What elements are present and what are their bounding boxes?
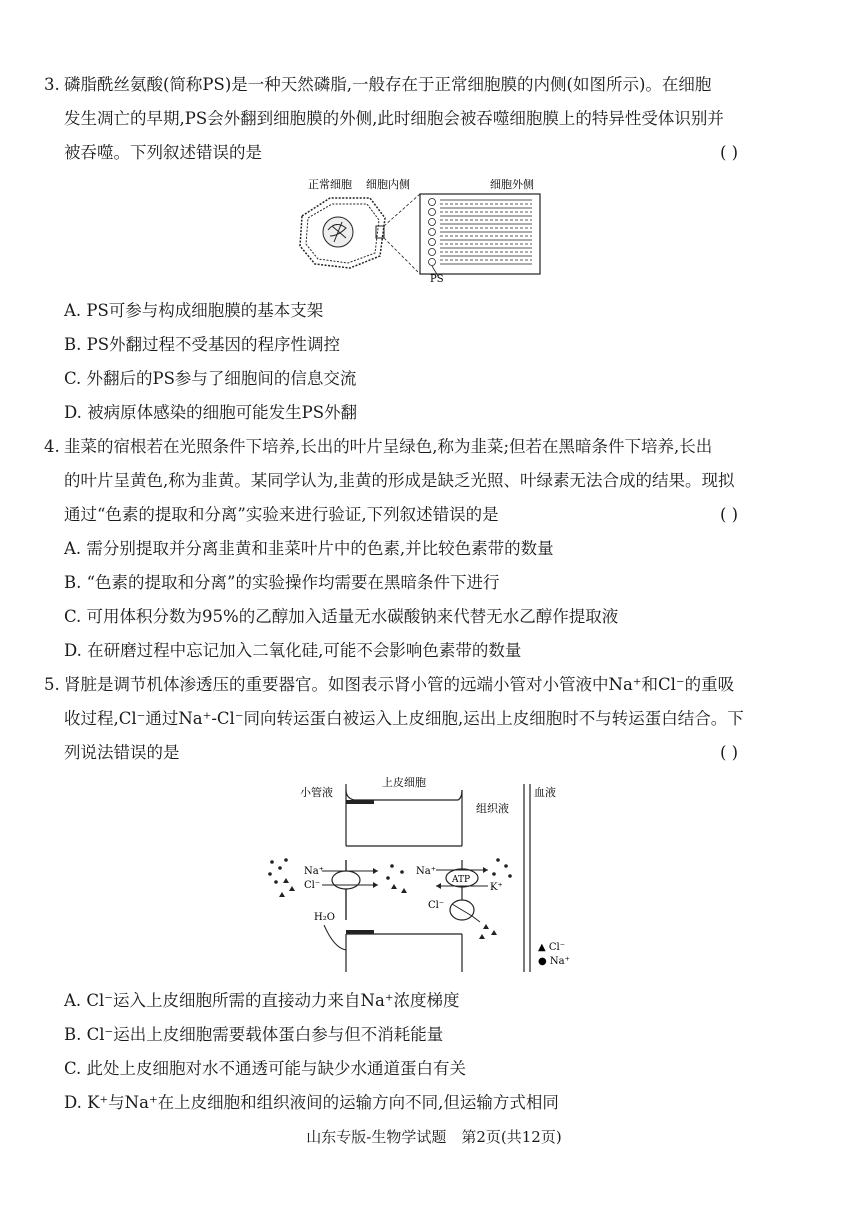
q5-fig-label-atp: ATP — [452, 875, 471, 885]
q5-legend-cl: ▲ Cl⁻ — [538, 942, 565, 953]
q5-fig-label-epithelial: 上皮细胞 — [382, 776, 426, 789]
q5-fig-label-k: K⁺ — [490, 882, 503, 893]
q3-stem-line-3: 被吞噬。下列叙述错误的是 — [64, 143, 262, 162]
q4-stem-line-2: 的叶片呈黄色,称为韭黄。某同学认为,韭黄的形成是缺乏光照、叶绿素无法合成的结果。现拟 — [64, 471, 735, 490]
q5-option-d[interactable]: D. K⁺与Na⁺在上皮细胞和组织液间的运输方向不同,但运输方式相同 — [64, 1093, 559, 1112]
q3-fig-label-ps: PS — [430, 274, 444, 284]
q4-option-d[interactable]: D. 在研磨过程中忘记加入二氧化硅,可能不会影响色素带的数量 — [64, 641, 522, 660]
na-cl-cotransporter — [332, 871, 360, 889]
q5-fig-label-cl-channel: Cl⁻ — [428, 900, 445, 911]
q5-fig-label-cl-lumen: Cl⁻ — [304, 880, 321, 891]
q5-stem-line-3: 列说法错误的是 — [64, 743, 180, 762]
q3-membrane-figure — [290, 176, 560, 284]
lumen-particles — [268, 858, 295, 897]
q3-number: 3. — [44, 75, 60, 94]
page-footer: 山东专版-生物学试题 第2页(共12页) — [306, 1128, 562, 1146]
q5-answer-paren: ( ) — [720, 743, 739, 762]
q3-option-c[interactable]: C. 外翻后的PS参与了细胞间的信息交流 — [64, 369, 357, 388]
q5-fig-label-lumen: 小管液 — [300, 786, 333, 799]
q3-fig-label-outer: 细胞外侧 — [490, 178, 534, 191]
q3-stem-line-2: 发生凋亡的早期,PS会外翻到细胞膜的外侧,此时细胞会被吞噬细胞膜上的特异性受体识别并 — [64, 109, 724, 128]
q3-answer-paren: ( ) — [720, 143, 739, 162]
q5-fig-label-blood: 血液 — [534, 786, 556, 799]
q3-fig-label-normal: 正常细胞 — [308, 178, 352, 191]
q5-fig-label-interstitial: 组织液 — [476, 802, 509, 815]
q5-option-b[interactable]: B. Cl⁻运出上皮细胞需要载体蛋白参与但不消耗能量 — [64, 1025, 444, 1044]
epithelial-cell-outline — [346, 784, 462, 972]
q5-legend-na: ● Na⁺ — [538, 956, 570, 967]
q5-fig-label-na-lumen: Na⁺ — [304, 866, 324, 877]
q5-fig-label-h2o: H₂O — [314, 912, 335, 923]
membrane-zoom-box — [420, 194, 540, 274]
q4-stem-line-1: 韭菜的宿根若在光照条件下培养,长出的叶片呈绿色,称为韭菜;但若在黑暗条件下培养,长出 — [64, 437, 713, 456]
q4-answer-paren: ( ) — [720, 505, 739, 524]
q4-number: 4. — [44, 437, 60, 456]
q3-fig-label-inner: 细胞内侧 — [366, 178, 410, 191]
q3-option-d[interactable]: D. 被病原体感染的细胞可能发生PS外翻 — [64, 403, 358, 422]
q4-option-b[interactable]: B. “色素的提取和分离”的实验操作均需要在黑暗条件下进行 — [64, 573, 500, 592]
q5-option-a[interactable]: A. Cl⁻运入上皮细胞所需的直接动力来自Na⁺浓度梯度 — [64, 991, 460, 1010]
q5-number: 5. — [44, 675, 60, 694]
q3-stem-line-1: 磷脂酰丝氨酸(简称PS)是一种天然磷脂,一般存在于正常细胞膜的内侧(如图所示)。在细胞 — [64, 75, 712, 94]
q5-fig-label-na-pump: Na⁺ — [416, 866, 436, 877]
q5-stem-line-1: 肾脏是调节机体渗透压的重要器官。如图表示肾小管的远端小管对小管液中Na⁺和Cl⁻的重吸 — [64, 675, 735, 694]
q4-option-a[interactable]: A. 需分别提取并分离韭黄和韭菜叶片中的色素,并比较色素带的数量 — [64, 539, 554, 558]
q3-option-a[interactable]: A. PS可参与构成细胞膜的基本支架 — [64, 301, 324, 320]
q3-option-b[interactable]: B. PS外翻过程不受基因的程序性调控 — [64, 335, 341, 354]
q5-kidney-tubule-figure — [262, 770, 592, 978]
q5-option-c[interactable]: C. 此处上皮细胞对水不通透可能与缺少水通道蛋白有关 — [64, 1059, 467, 1078]
q4-stem-line-3: 通过“色素的提取和分离”实验来进行验证,下列叙述错误的是 — [64, 505, 499, 524]
q5-stem-line-2: 收过程,Cl⁻通过Na⁺-Cl⁻同向转运蛋白被运入上皮细胞,运出上皮细胞时不与转运蛋白结合。下 — [64, 709, 744, 728]
cell-particles — [386, 864, 407, 893]
q4-option-c[interactable]: C. 可用体积分数为95%的乙醇加入适量无水碳酸钠来代替无水乙醇作提取液 — [64, 607, 619, 626]
